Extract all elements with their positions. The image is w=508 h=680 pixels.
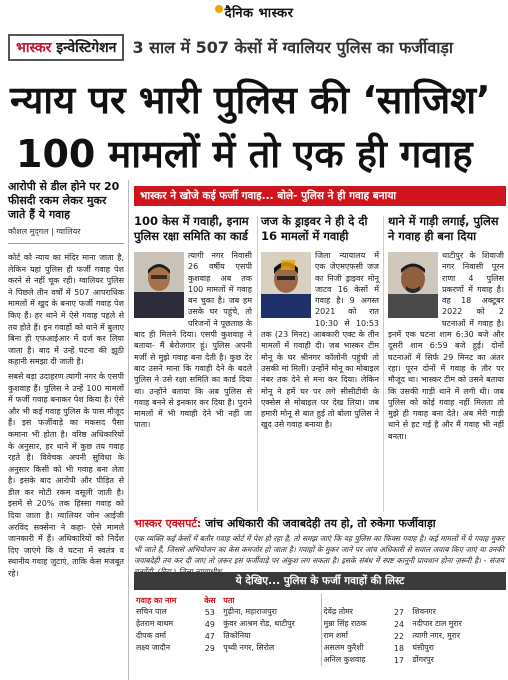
left-column [8, 180, 124, 680]
headline-line-2: 100 मामलों में तो एक ही गवाह [16, 132, 473, 176]
story-title: थाने में गाड़ी लगाई, पुलिस ने गवाह ही बना दिया [388, 214, 499, 243]
left-paragraph: सबसे बड़ा उदाहरण त्यागी नगर के एसपी कुशवाह हैं। पुलिस ने उन्हें 100 मामलों में फर्जी गवाह बनाकर पेश किया है। ऐसे और भी कई गवाह पुलिस के पास मौजूद हैं। इस फर्जीवाड़े का मकसद पैसा कमाना भी होता है। वरिष्ठ अधिकारियों के अनुसार, हर थाने में कुछ तय गवाह रहते हैं। विवेचक अपनी सुविधा के अनुसार किसी को भी गवाह बना लेता है। इसके बाद आरोपी और पीड़ित से डील कर मोटी रकम वसूली जाती है। इसमें से 20% तक हिस्सा गवाह को दिया जाता है। ग्वालियर जोन आईजी अरविंद सक्सेना ने कहा- ऐसे मामले जानकारी में हैं। अधिकारियों को निर्देश दिए जाएंगे कि वे घटना में स्वतंत्र व स्थानीय गवाह जुटाएं, ताकि केस मजबूत रहे। [8, 371, 124, 579]
kicker-label: इन्वेस्टिगेशन [56, 39, 117, 56]
expert-heading [134, 516, 504, 532]
witness-name [134, 654, 198, 666]
headline-line-1: न्याय पर भारी पुलिस की ‘साजिश’ [10, 78, 491, 122]
table-row [134, 606, 506, 618]
newspaper-logo: दैनिक भास्कर [224, 6, 294, 21]
story-divider [383, 216, 384, 512]
story-paragraph: त्यागी नगर निवासी 26 वर्षीय एसपी कुशवाह अब तक 100 मामलों में गवाह बन चुका है। जब हम उसके घर पहुंचे, तो परिजनों ने पूछताछ के बाद ही मिलने दिया। एसपी कुशवाह ने बताया- मैं बेरोजगार हूं। पुलिस अपनी मर्जी से मुझे गवाह बना देती है। कुछ देर बाद उसने माना कि गवाही देने के बदले पुलिस ने उसे रक्षा समिति का कार्ड दिया था। उन्होंने बताया कि अब पुलिस से गवाह बनने से इनकार कर दिया है। पुराने मामलों में भी गवाही देने भी नहीं जा पाता। [134, 251, 252, 430]
kicker-brand: भास्कर [16, 39, 52, 56]
masthead [0, 2, 508, 22]
witness-cases: 22 [394, 631, 404, 641]
witness-name: सचिन पाल [136, 607, 167, 616]
witness-list-banner: ये देखिए... पुलिस के फर्जी गवाहों की लिस्ट [134, 572, 506, 590]
header-cases: केस [204, 595, 216, 605]
witness-address: कुंवर आश्रम रोड, थाटीपुर [223, 619, 295, 628]
expert-label: भास्कर एक्सपर्ट: [134, 517, 202, 530]
left-body-text [8, 252, 124, 580]
story-title: जज के ड्राइवर ने ही दे दी 16 मामलों में गवाही [261, 214, 368, 243]
story-paragraph: जिला न्यायालय में एक जेएमएफसी जज का निजी ड्राइवर मोनू जाटव 16 केसों में गवाह है। 9 अगस्त 2021 को रात 10:30 से 10:53 तक (23 मिनट) आबकारी एक्ट के तीन मामलों में गवाही दी। जब भास्कर टीम मोनू के घर श्रीनगर कॉलोनी पहुंची तो उसकी मां मिलीं। उन्होंने मोनू का मोबाइल नंबर तक देने से मना कर दिया। लेकिन मोनू ने हमें घर पर लगे सीसीटीवी के एक्सेस से मोबाइल पर देख लिया। जब हमारी मोनू से बात हुई तो बोला पुलिस ने खुद उसे गवाह बनाया है। [261, 251, 379, 430]
story-2 [261, 214, 379, 512]
sun-logo-icon [215, 5, 223, 13]
witness-address: तिकोनिया [223, 631, 251, 640]
kicker-text: 3 साल में 507 केसों में ग्वालियर पुलिस का फर्जीवाड़ा [132, 38, 454, 57]
story-title: 100 केस में गवाही, इनाम पुलिस रक्षा समिति का कार्ड [134, 214, 249, 243]
witness-cases [198, 654, 221, 666]
witness-name: देवेंद्र तोमर [321, 606, 388, 618]
witness-cases: 27 [394, 607, 404, 617]
witness-address: गुढ़ीना, महाराजपुरा [223, 607, 277, 616]
witness-cases: 24 [394, 619, 404, 629]
kicker-row [8, 32, 500, 62]
expert-title: जांच अधिकारी की जवाबदेही तय हो, तो रुकेगा फर्जीवाड़ा [205, 517, 436, 530]
witness-name: दीपक वर्मा [136, 631, 167, 640]
witness-address [221, 654, 321, 666]
expert-body: एक व्यक्ति कई केसों में बतौर गवाह कोर्ट में पेश हो रहा है, तो समझ जाएं कि यह पुलिस का फिक्स गवाह है। कई मामलों में ये गवाह मुकर भी जाते हैं, जिससे अभियोजन का केस कमजोर हो जाता है। गवाहों के मुकर जाने पर जांच अधिकारी से सवाल जवाब किए जाएं या उनकी जवाबदेही तय कर दी जाए तो ज़रूर इस फर्जीवाड़े पर अंकुश लग सकता है। इसके संबंध में स्पष्ट कानूनी प्रावधान होना ज़रूरी है। - संजय [134, 534, 504, 565]
left-paragraph: कोर्ट को न्याय का मंदिर माना जाता है, लेकिन यहां पुलिस ही फर्जी गवाह पेश करने से नहीं चूक रही। ग्वालियर पुलिस ने पिछले तीन वर्षों में 507 आपराधिक मामलों में खुद के बनाए फर्जी गवाह पेश किए हैं। हर थाने में ऐसे गवाह पहले से तय होते हैं। इन गवाहों को थाने में बुलाए बिना ही एफआईआर में दर्ज कर लिया जाता है। बाद में उन्हें घटना की झूठी कहानी समझा दी जाती है। [8, 253, 124, 367]
investigation-label [8, 34, 124, 61]
story-3 [388, 214, 504, 512]
section-banner: भास्कर ने खोजे कई फर्जी गवाह... बोले- पुलिस ने ही गवाह बनाया [134, 186, 506, 206]
witness-name: लक्ष्य जादौन [136, 643, 171, 652]
column-divider [128, 180, 129, 680]
story-paragraph: थाटीपुर के शिवाजी नगर निवासी पूरन राणा 4 पुलिस प्रकरणों में गवाह है। वह 18 अक्टूबर 2022 को 2 घटनाओं में गवाह है। इनमें एक घटना शाम 6:30 बजे और दूसरी शाम 6:59 बजे हुई। दोनों घटनाओं में सिर्फ 29 मिनट का अंतर रहा। पूरन दोनों में गवाह के तौर पर मौजूद था। भास्कर टीम को उसने बताया कि उसकी गाड़ी थाने में लगी थी। जब पुलिस को कोई गवाह नहीं मिलता तो मुझे ही गवाह बना देते। अब मेरी गाड़ी थाने से हट गई है और मैं गवाह भी नहीं बनता। [388, 251, 504, 441]
witness-address: शिवनगर [412, 607, 436, 616]
witness-address: त्यागी नगर, मुरार [412, 631, 461, 640]
witness-name: हेतराम बाथम [136, 619, 174, 628]
witness-cases: 17 [394, 655, 404, 665]
witness-cases: 18 [394, 643, 404, 653]
witness-name: राम शर्मा [321, 630, 388, 642]
witness-address: डोंगरपुर [412, 655, 434, 664]
witness-cases: 29 [204, 643, 215, 653]
table-header-row [134, 594, 506, 606]
story-body [388, 250, 504, 442]
story-1 [134, 214, 252, 512]
table-row [134, 618, 506, 630]
header-address: पता [223, 595, 235, 605]
witness-name: मुन्ना सिंह राठक [321, 618, 388, 630]
story-body [134, 250, 252, 431]
witness-address: नदीपार टाल मुरार [412, 619, 462, 628]
byline: कौशल मुद्‌गल | ग्वालियर [8, 226, 124, 244]
witness-photo [388, 252, 438, 318]
witness-cases: 49 [204, 619, 215, 629]
story-divider [257, 216, 258, 512]
witness-cases: 47 [204, 631, 215, 641]
table-row [134, 654, 506, 666]
teaser-deck: आरोपी से डील होने पर 20 फीसदी रकम लेकर मुकर जाते हैं ये गवाह [8, 180, 120, 221]
witness-cases: 53 [204, 607, 215, 617]
table-row [134, 642, 506, 654]
witness-address: पृथ्वी नगर, सिरोल [223, 643, 275, 652]
header-name: गवाह का नाम [136, 595, 177, 605]
table-row [134, 630, 506, 642]
witness-name: असलम कुरैशी [321, 642, 388, 654]
witness-name: अनिल कुशवाह [321, 654, 388, 666]
witness-photo [134, 252, 184, 318]
story-body [261, 250, 379, 431]
witness-photo [261, 252, 311, 318]
witness-address: घंसीपुरा [412, 643, 434, 652]
witness-list-table [134, 594, 506, 666]
